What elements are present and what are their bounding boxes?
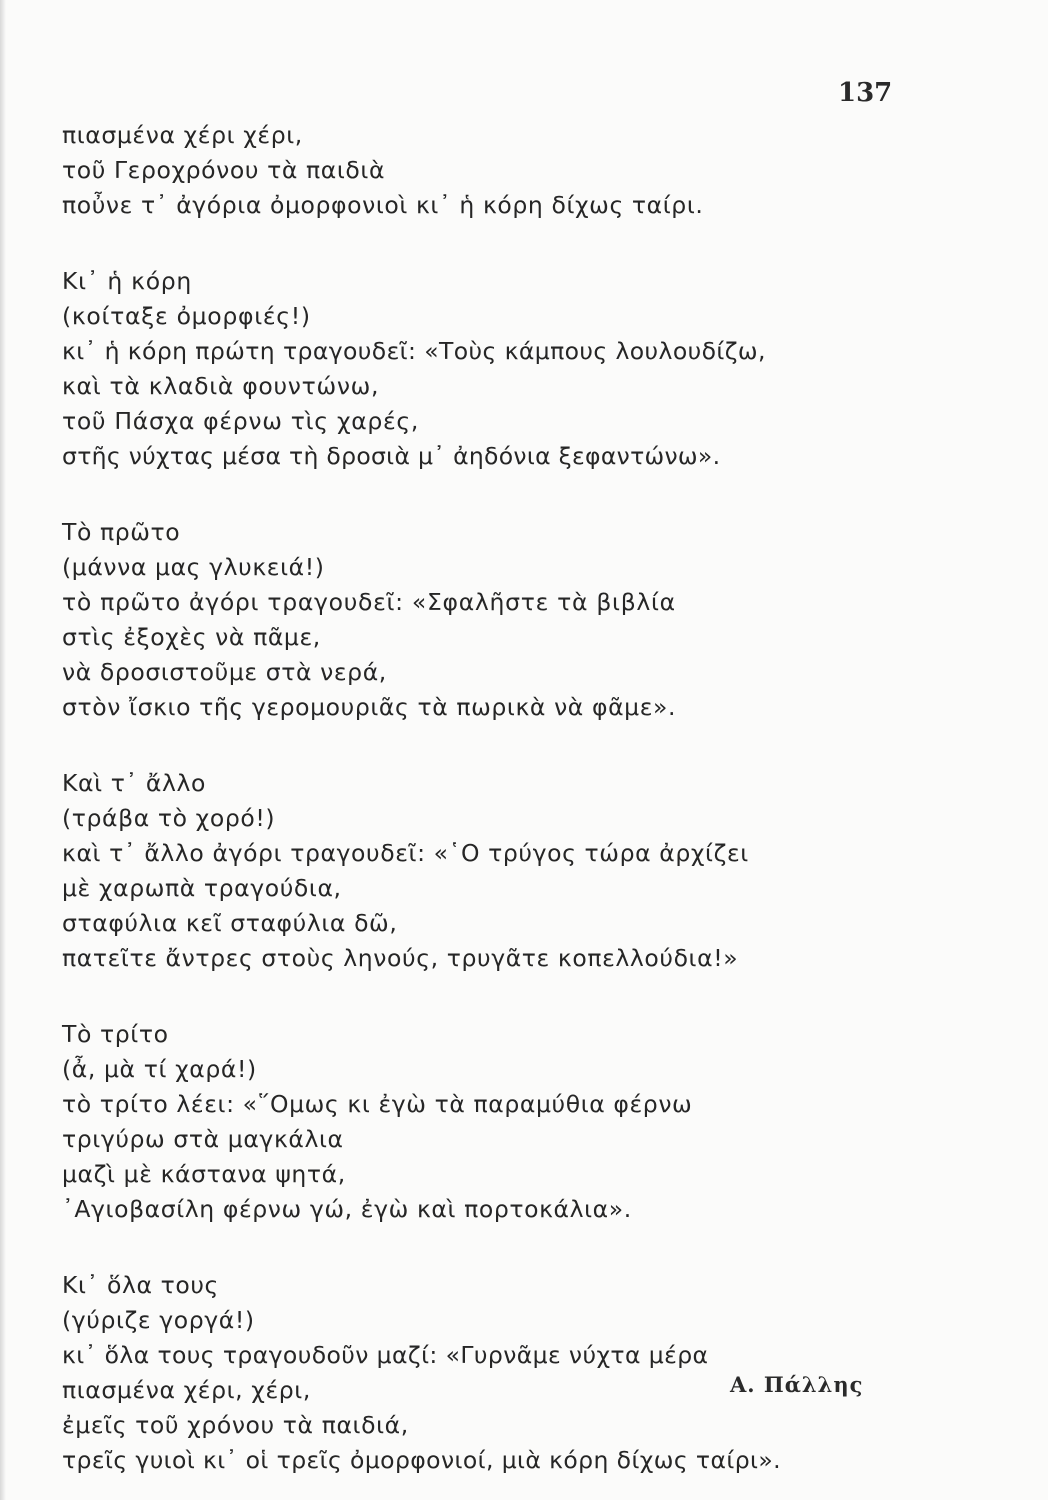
poem-line: κι᾽ ὅλα τους τραγουδοῦν μαζί: «Γυρνᾶμε νύχτα μέρα: [62, 1341, 709, 1369]
poem-line: ᾽Αγιοβασίλη φέρνω γώ, ἐγὼ καὶ πορτοκάλια».: [62, 1195, 632, 1223]
stanza-2: [62, 264, 1022, 474]
poem-line: Καὶ τ᾽ ἄλλο: [62, 769, 206, 797]
poem-line: ἐμεῖς τοῦ χρόνου τὰ παιδιά,: [62, 1411, 409, 1439]
poem-line: Κι᾽ ὅλα τους: [62, 1271, 219, 1299]
poem-line: Κι᾽ ἡ κόρη: [62, 267, 192, 295]
poem-line: στὸν ἴσκιο τῆς γερομουριᾶς τὰ πωρικὰ νὰ φᾶμε».: [62, 693, 677, 721]
stanza-4: [62, 766, 1022, 976]
author-signature: Α. Πάλλης: [730, 1372, 864, 1397]
poem-line: (τράβα τὸ χορό!): [62, 804, 276, 832]
poem-line: καὶ τὰ κλαδιὰ φουντώνω,: [62, 372, 380, 400]
poem-line: στῆς νύχτας μέσα τὴ δροσιὰ μ᾽ ἀηδόνια ξεφαντώνω».: [62, 442, 721, 470]
poem-line: τὸ τρίτο λέει: «῞Ομως κι ἐγὼ τὰ παραμύθια φέρνω: [62, 1090, 693, 1118]
stanza-5: [62, 1017, 1022, 1227]
stanza-1: [62, 118, 1022, 223]
poem-line: κι᾽ ἡ κόρη πρώτη τραγουδεῖ: «Τοὺς κάμπους λουλουδίζω,: [62, 337, 766, 365]
page-number: 137: [838, 78, 893, 108]
poem-line: τοῦ Γεροχρόνου τὰ παιδιὰ: [62, 156, 386, 184]
poem-line: τρεῖς γυιοὶ κι᾽ οἱ τρεῖς ὀμορφονιοί, μιὰ κόρη δίχως ταίρι».: [62, 1446, 782, 1474]
poem-line: Τὸ πρῶτο: [62, 518, 181, 546]
poem-line: μὲ χαρωπὰ τραγούδια,: [62, 874, 342, 902]
poem-line: τοῦ Πάσχα φέρνω τὶς χαρές,: [62, 407, 420, 435]
poem-line: τὸ πρῶτο ἀγόρι τραγουδεῖ: «Σφαλῆστε τὰ βιβλία: [62, 588, 676, 616]
poem-line: (γύριζε γοργά!): [62, 1306, 255, 1334]
poem-line: τριγύρω στὰ μαγκάλια: [62, 1125, 344, 1153]
poem-line: (ἆ, μὰ τί χαρά!): [62, 1055, 257, 1083]
page-gutter-shadow: [0, 0, 6, 1500]
poem-line: πατεῖτε ἄντρες στοὺς ληνούς, τρυγᾶτε κοπελλούδια!»: [62, 944, 739, 972]
stanza-6: [62, 1268, 1022, 1478]
poem-line: πιασμένα χέρι χέρι,: [62, 121, 303, 149]
poem-line: (μάννα μας γλυκειά!): [62, 553, 325, 581]
poem-body: [62, 118, 1022, 1500]
poem-line: σταφύλια κεῖ σταφύλια δῶ,: [62, 909, 398, 937]
poem-line: στὶς ἐξοχὲς νὰ πᾶμε,: [62, 623, 321, 651]
poem-line: (κοίταξε ὀμορφιές!): [62, 302, 311, 330]
poem-line: ποὖνε τ᾽ ἀγόρια ὀμορφονιοὶ κι᾽ ἡ κόρη δίχως ταίρι.: [62, 191, 704, 219]
stanza-3: [62, 515, 1022, 725]
poem-line: καὶ τ᾽ ἄλλο ἀγόρι τραγουδεῖ: «῾Ο τρύγος τώρα ἀρχίζει: [62, 839, 749, 867]
poem-line: Τὸ τρίτο: [62, 1020, 169, 1048]
poem-line: μαζὶ μὲ κάστανα ψητά,: [62, 1160, 346, 1188]
poem-line: νὰ δροσιστοῦμε στὰ νερά,: [62, 658, 387, 686]
poem-line: πιασμένα χέρι, χέρι,: [62, 1376, 311, 1404]
